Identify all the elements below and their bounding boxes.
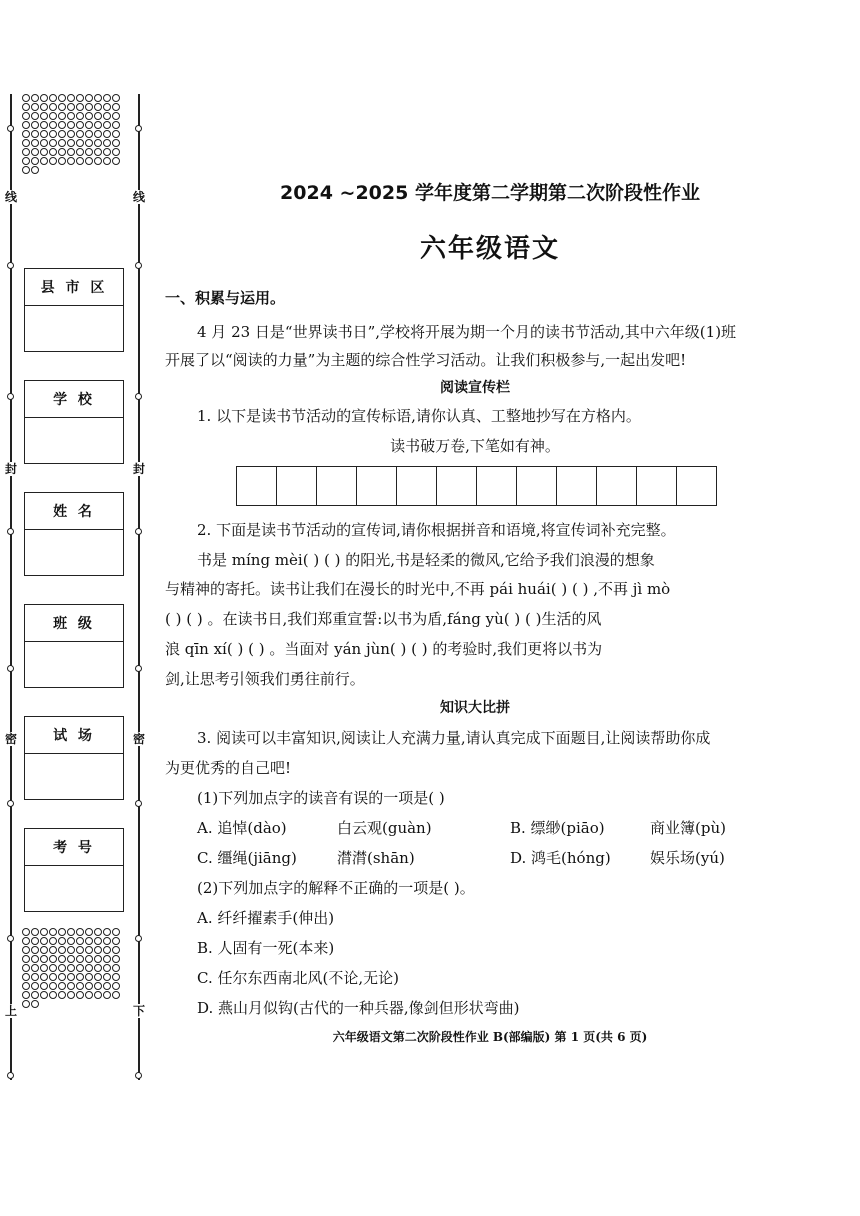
dot-mark	[85, 121, 93, 129]
dot-mark	[40, 103, 48, 111]
dot-mark	[112, 946, 120, 954]
binding-label: 封	[132, 462, 145, 476]
dot-mark	[112, 955, 120, 963]
dot-mark	[49, 139, 57, 147]
question-2-text: ( ) ( ) 。在读书日,我们郑重宣誓:以书为盾,fáng yù( ) ( )生活的风	[165, 610, 602, 628]
dot-mark	[58, 955, 66, 963]
dot-mark	[103, 130, 111, 138]
binding-line-left	[10, 94, 12, 1080]
dot-mark	[58, 130, 66, 138]
dot-mark	[67, 973, 75, 981]
option-b[interactable]: B. 缥缈(piāo)	[510, 819, 605, 837]
dot-mark	[22, 991, 30, 999]
dot-mark	[58, 937, 66, 945]
dot-mark	[40, 130, 48, 138]
dot-mark	[103, 946, 111, 954]
binding-label: 下	[132, 1004, 145, 1018]
dot-mark	[58, 121, 66, 129]
dot-mark	[112, 112, 120, 120]
dot-mark	[40, 139, 48, 147]
dot-mark	[49, 964, 57, 972]
dot-mark	[22, 1000, 30, 1008]
dot-mark	[112, 937, 120, 945]
dot-mark	[31, 94, 39, 102]
dot-mark	[22, 937, 30, 945]
binding-hole	[135, 262, 142, 269]
dot-mark	[103, 103, 111, 111]
dot-mark	[112, 973, 120, 981]
grid-cell[interactable]	[677, 467, 716, 505]
binding-hole	[135, 935, 142, 942]
dot-mark	[40, 964, 48, 972]
question-1: 1. 以下是读书节活动的宣传标语,请你认真、工整地抄写在方格内。	[197, 407, 641, 425]
binding-hole	[7, 262, 14, 269]
dot-mark	[67, 103, 75, 111]
dot-mark	[31, 103, 39, 111]
dot-mark	[40, 148, 48, 156]
dot-mark	[22, 130, 30, 138]
slogan-text: 读书破万卷,下笔如有神。	[390, 437, 560, 455]
dot-mark	[67, 928, 75, 936]
dot-mark	[76, 982, 84, 990]
question-2-text: 浪 qīn xí( ) ( ) 。当面对 yán jùn( ) ( ) 的考验时,我们更将以书为	[165, 640, 603, 658]
grid-cell[interactable]	[517, 467, 557, 505]
dot-mark	[94, 148, 102, 156]
option-c[interactable]: C. 缰绳(jiāng)	[197, 849, 297, 867]
dot-mark	[76, 955, 84, 963]
grid-cell[interactable]	[317, 467, 357, 505]
question-2: 2. 下面是读书节活动的宣传词,请你根据拼音和语境,将宣传词补充完整。	[197, 521, 676, 539]
copy-grid[interactable]	[236, 466, 717, 506]
info-box-label: 学 校	[25, 381, 123, 418]
dot-pattern-top	[22, 94, 120, 174]
info-box-label: 班 级	[25, 605, 123, 642]
question-2-text: 与精神的寄托。读书让我们在漫长的时光中,不再 pái huái( ) ( ) ,不再 jì mò	[165, 580, 671, 598]
page-footer: 六年级语文第二次阶段性作业 B(部编版) 第 1 页(共 6 页)	[332, 1030, 648, 1044]
dot-mark	[85, 928, 93, 936]
info-box-label: 县 市 区	[25, 269, 123, 306]
dot-mark	[76, 946, 84, 954]
info-box-label: 试 场	[25, 717, 123, 754]
dot-mark	[49, 973, 57, 981]
dot-mark	[103, 928, 111, 936]
dot-mark	[76, 139, 84, 147]
dot-mark	[22, 139, 30, 147]
dot-mark	[40, 121, 48, 129]
dot-mark	[67, 148, 75, 156]
dot-mark	[40, 928, 48, 936]
dot-mark	[58, 991, 66, 999]
grid-cell[interactable]	[237, 467, 277, 505]
binding-hole	[7, 665, 14, 672]
option-c-word2: 潸潸(shān)	[337, 849, 415, 867]
column-title: 知识大比拼	[440, 700, 510, 716]
dot-mark	[85, 139, 93, 147]
dot-mark	[67, 964, 75, 972]
dot-mark	[22, 973, 30, 981]
dot-mark	[31, 955, 39, 963]
info-box-exam-room[interactable]	[24, 716, 124, 800]
dot-mark	[94, 130, 102, 138]
dot-mark	[40, 94, 48, 102]
grid-cell[interactable]	[437, 467, 477, 505]
dot-mark	[58, 94, 66, 102]
dot-mark	[67, 139, 75, 147]
dot-mark	[40, 982, 48, 990]
dot-mark	[94, 94, 102, 102]
column-title: 阅读宣传栏	[440, 380, 510, 396]
binding-hole	[135, 393, 142, 400]
dot-mark	[67, 991, 75, 999]
dot-mark	[76, 964, 84, 972]
option-b-word2: 商业簿(pù)	[650, 819, 726, 837]
dot-mark	[31, 121, 39, 129]
option-a[interactable]: A. 纤纤擢素手(伸出)	[197, 909, 335, 927]
grid-cell[interactable]	[397, 467, 437, 505]
dot-mark	[22, 103, 30, 111]
dot-mark	[112, 991, 120, 999]
binding-hole	[7, 1072, 14, 1079]
dot-mark	[49, 130, 57, 138]
question-3-2: (2)下列加点字的解释不正确的一项是( )。	[197, 879, 475, 897]
dot-mark	[76, 973, 84, 981]
dot-mark	[94, 928, 102, 936]
dot-mark	[85, 955, 93, 963]
dot-mark	[67, 982, 75, 990]
dot-mark	[31, 946, 39, 954]
dot-mark	[31, 148, 39, 156]
dot-mark	[31, 130, 39, 138]
info-box-exam-number[interactable]	[24, 828, 124, 912]
info-box-label: 考 号	[25, 829, 123, 866]
dot-mark	[112, 148, 120, 156]
binding-hole	[7, 935, 14, 942]
dot-mark	[49, 157, 57, 165]
binding-label: 上	[4, 1004, 17, 1018]
dot-mark	[31, 991, 39, 999]
dot-mark	[94, 973, 102, 981]
dot-mark	[22, 166, 30, 174]
dot-mark	[22, 94, 30, 102]
dot-mark	[49, 121, 57, 129]
dot-mark	[49, 112, 57, 120]
dot-mark	[31, 964, 39, 972]
dot-mark	[49, 982, 57, 990]
dot-mark	[85, 973, 93, 981]
dot-mark	[94, 157, 102, 165]
dot-mark	[40, 973, 48, 981]
dot-mark	[31, 973, 39, 981]
grid-cell[interactable]	[477, 467, 517, 505]
binding-hole	[7, 800, 14, 807]
info-box-county[interactable]	[24, 268, 124, 352]
binding-hole	[7, 393, 14, 400]
dot-mark	[58, 139, 66, 147]
info-box-class[interactable]	[24, 604, 124, 688]
binding-hole	[135, 1072, 142, 1079]
binding-hole	[135, 125, 142, 132]
dot-mark	[58, 103, 66, 111]
dot-mark	[103, 112, 111, 120]
question-3-1: (1)下列加点字的读音有误的一项是( )	[197, 789, 445, 807]
dot-mark	[76, 121, 84, 129]
dot-mark	[112, 928, 120, 936]
dot-mark	[112, 94, 120, 102]
dot-mark	[76, 94, 84, 102]
dot-pattern-bottom	[22, 928, 120, 1008]
dot-mark	[94, 937, 102, 945]
option-a[interactable]: A. 追悼(dào)	[197, 819, 287, 837]
dot-mark	[103, 121, 111, 129]
dot-mark	[67, 946, 75, 954]
dot-mark	[40, 937, 48, 945]
binding-label: 线	[132, 190, 145, 204]
dot-mark	[49, 946, 57, 954]
binding-hole	[7, 125, 14, 132]
dot-mark	[22, 928, 30, 936]
binding-hole	[135, 665, 142, 672]
dot-mark	[85, 982, 93, 990]
dot-mark	[94, 103, 102, 111]
info-box-school[interactable]	[24, 380, 124, 464]
dot-mark	[67, 130, 75, 138]
dot-mark	[85, 937, 93, 945]
option-d[interactable]: D. 燕山月似钩(古代的一种兵器,像剑但形状弯曲)	[197, 999, 520, 1017]
binding-label: 封	[4, 462, 17, 476]
dot-mark	[31, 157, 39, 165]
option-d[interactable]: D. 鸿毛(hóng)	[510, 849, 611, 867]
grid-cell[interactable]	[637, 467, 677, 505]
dot-mark	[31, 937, 39, 945]
dot-mark	[94, 112, 102, 120]
grid-cell[interactable]	[597, 467, 637, 505]
dot-mark	[58, 946, 66, 954]
dot-mark	[112, 982, 120, 990]
dot-mark	[49, 991, 57, 999]
dot-mark	[103, 964, 111, 972]
dot-mark	[58, 964, 66, 972]
section-heading: 一、积累与运用。	[165, 289, 286, 307]
intro-text: 开展了以“阅读的力量”为主题的综合性学习活动。让我们积极参与,一起出发吧!	[165, 351, 687, 369]
dot-mark	[40, 112, 48, 120]
dot-mark	[103, 991, 111, 999]
dot-mark	[31, 139, 39, 147]
grid-cell[interactable]	[357, 467, 397, 505]
dot-mark	[94, 946, 102, 954]
dot-mark	[94, 964, 102, 972]
dot-mark	[22, 121, 30, 129]
dot-mark	[103, 955, 111, 963]
dot-mark	[49, 928, 57, 936]
dot-mark	[112, 130, 120, 138]
dot-mark	[85, 964, 93, 972]
grid-cell[interactable]	[557, 467, 597, 505]
dot-mark	[112, 103, 120, 111]
dot-mark	[22, 955, 30, 963]
dot-mark	[76, 937, 84, 945]
dot-mark	[49, 937, 57, 945]
binding-hole	[135, 528, 142, 535]
dot-mark	[67, 937, 75, 945]
dot-mark	[49, 148, 57, 156]
dot-mark	[58, 973, 66, 981]
dot-mark	[76, 157, 84, 165]
dot-mark	[112, 964, 120, 972]
dot-mark	[85, 103, 93, 111]
dot-mark	[76, 148, 84, 156]
dot-mark	[85, 94, 93, 102]
dot-mark	[103, 157, 111, 165]
dot-mark	[31, 928, 39, 936]
question-3: 为更优秀的自己吧!	[165, 759, 292, 777]
dot-mark	[40, 946, 48, 954]
binding-hole	[135, 800, 142, 807]
dot-mark	[112, 157, 120, 165]
dot-mark	[40, 991, 48, 999]
page-title: 2024 ~2025 学年度第二学期第二次阶段性作业	[280, 182, 700, 204]
dot-mark	[22, 112, 30, 120]
dot-mark	[49, 103, 57, 111]
dot-mark	[31, 112, 39, 120]
question-3: 3. 阅读可以丰富知识,阅读让人充满力量,请认真完成下面题目,让阅读帮助你成	[197, 729, 711, 747]
subject-title: 六年级语文	[419, 234, 560, 264]
dot-mark	[22, 157, 30, 165]
dot-mark	[94, 139, 102, 147]
dot-mark	[103, 148, 111, 156]
binding-line-right	[138, 94, 140, 1080]
dot-mark	[103, 973, 111, 981]
dot-mark	[103, 982, 111, 990]
dot-mark	[76, 928, 84, 936]
dot-mark	[67, 955, 75, 963]
dot-mark	[22, 982, 30, 990]
dot-mark	[58, 928, 66, 936]
dot-mark	[67, 157, 75, 165]
dot-mark	[22, 148, 30, 156]
dot-mark	[58, 982, 66, 990]
dot-mark	[49, 955, 57, 963]
dot-mark	[94, 991, 102, 999]
dot-mark	[85, 946, 93, 954]
binding-label: 密	[4, 732, 17, 746]
dot-mark	[31, 1000, 39, 1008]
dot-mark	[67, 121, 75, 129]
dot-mark	[58, 112, 66, 120]
dot-mark	[76, 103, 84, 111]
dot-mark	[76, 130, 84, 138]
dot-mark	[94, 955, 102, 963]
dot-mark	[22, 964, 30, 972]
binding-label: 线	[4, 190, 17, 204]
dot-mark	[58, 157, 66, 165]
dot-mark	[85, 130, 93, 138]
grid-cell[interactable]	[277, 467, 317, 505]
dot-mark	[76, 112, 84, 120]
option-a-word2: 白云观(guàn)	[337, 819, 432, 837]
dot-mark	[85, 148, 93, 156]
dot-mark	[22, 946, 30, 954]
dot-mark	[112, 121, 120, 129]
info-box-label: 姓 名	[25, 493, 123, 530]
option-b[interactable]: B. 人固有一死(本来)	[197, 939, 335, 957]
dot-mark	[103, 937, 111, 945]
dot-mark	[85, 157, 93, 165]
dot-mark	[67, 94, 75, 102]
dot-mark	[40, 157, 48, 165]
info-box-name[interactable]	[24, 492, 124, 576]
dot-mark	[40, 955, 48, 963]
dot-mark	[94, 982, 102, 990]
dot-mark	[103, 139, 111, 147]
dot-mark	[67, 112, 75, 120]
option-c[interactable]: C. 任尔东西南北风(不论,无论)	[197, 969, 399, 987]
binding-hole	[7, 528, 14, 535]
dot-mark	[112, 139, 120, 147]
question-2-text: 剑,让思考引领我们勇往前行。	[165, 670, 365, 688]
option-d-word2: 娱乐场(yú)	[650, 849, 725, 867]
dot-mark	[76, 991, 84, 999]
dot-mark	[49, 94, 57, 102]
dot-mark	[85, 991, 93, 999]
dot-mark	[85, 112, 93, 120]
dot-mark	[31, 982, 39, 990]
dot-mark	[31, 166, 39, 174]
binding-label: 密	[132, 732, 145, 746]
dot-mark	[103, 94, 111, 102]
dot-mark	[94, 121, 102, 129]
intro-text: 4 月 23 日是“世界读书日”,学校将开展为期一个月的读书节活动,其中六年级(1)班	[197, 323, 737, 341]
dot-mark	[58, 148, 66, 156]
question-2-text: 书是 míng mèi( ) ( ) 的阳光,书是轻柔的微风,它给予我们浪漫的想象	[197, 551, 655, 569]
